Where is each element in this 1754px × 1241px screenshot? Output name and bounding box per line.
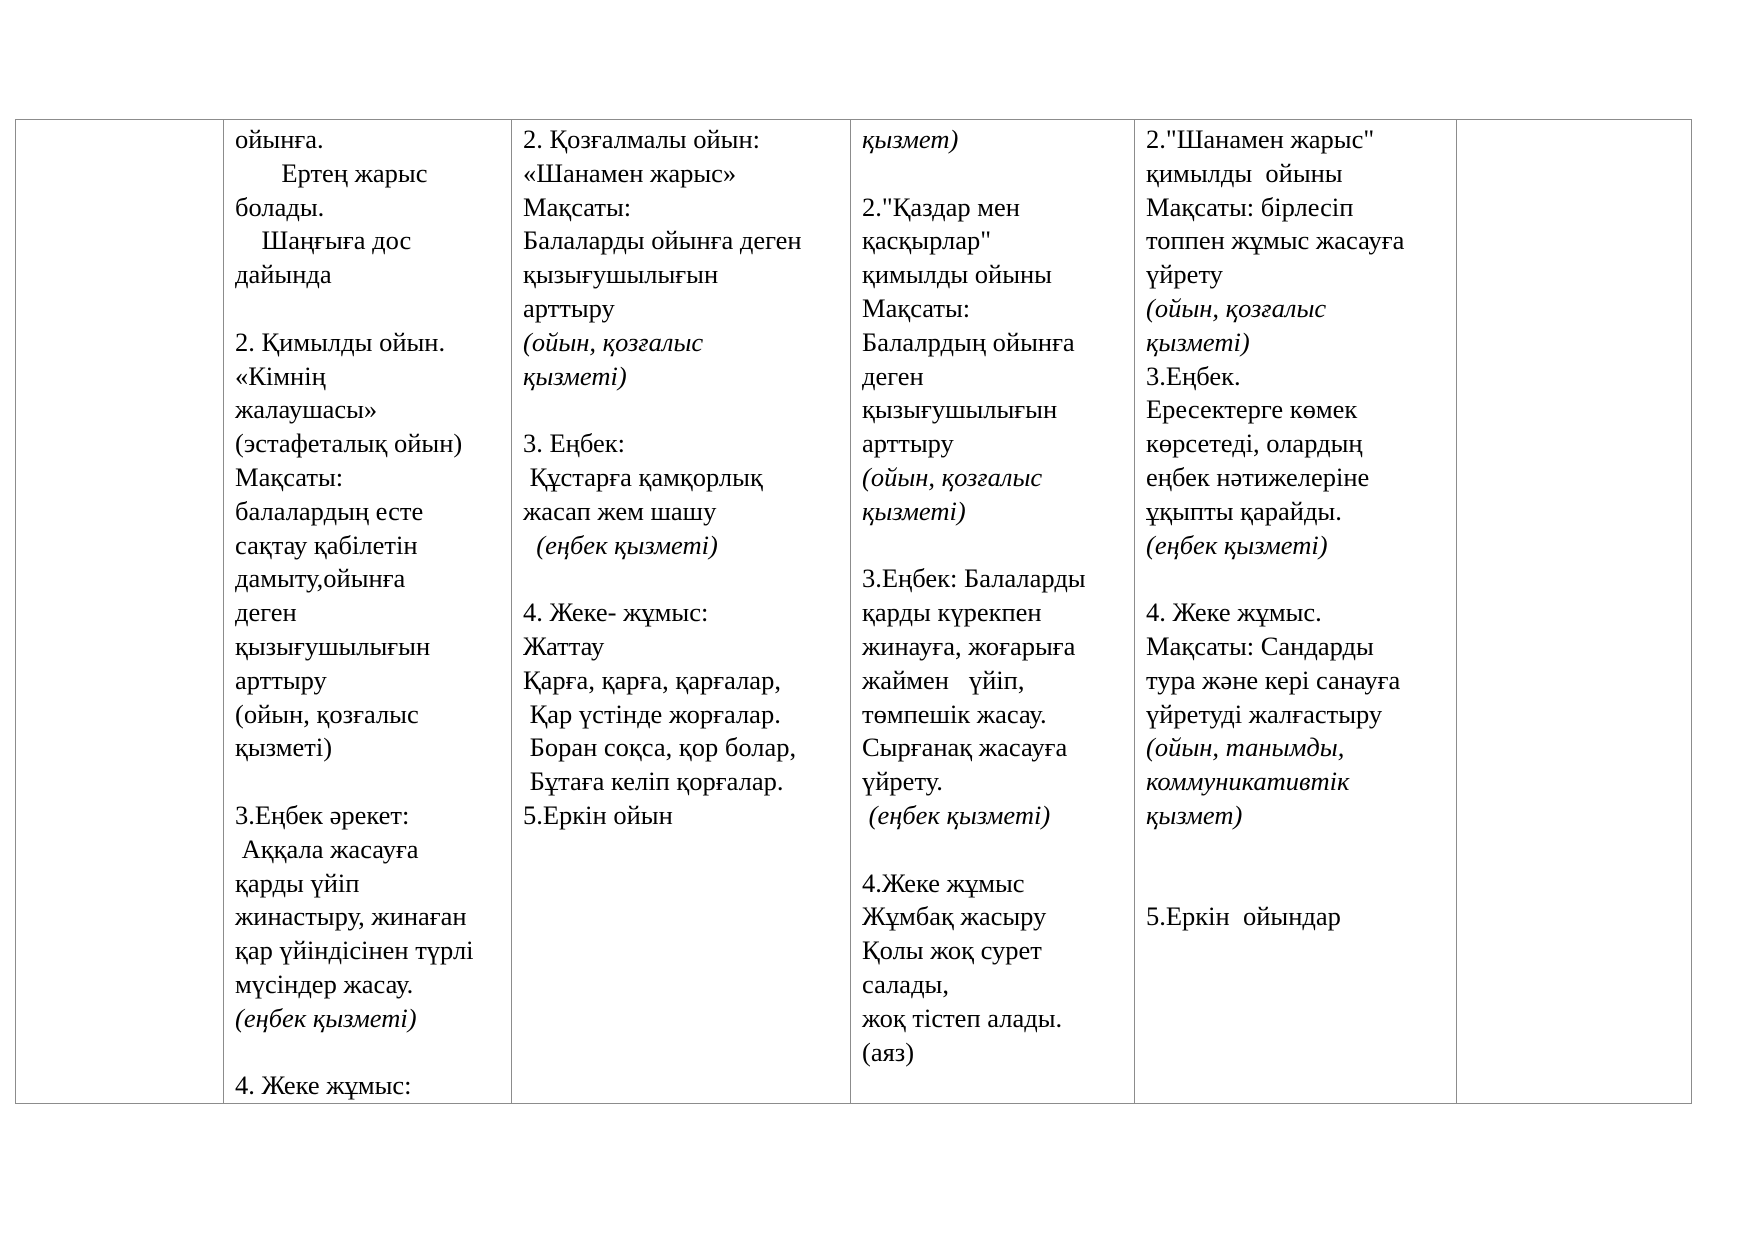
- text-line: салады,: [862, 968, 949, 999]
- text-line: (аяз): [862, 1036, 915, 1067]
- text-line: 2."Шанамен жарыс": [1146, 124, 1375, 154]
- text-line: жинауға, жоғарыға: [862, 630, 1076, 661]
- text-line: қызметі): [235, 732, 333, 763]
- table-cell-col-2: [224, 120, 512, 1104]
- text-line: қызметі): [862, 495, 966, 526]
- text-line: 2."Қаздар мен: [862, 191, 1020, 222]
- blank-line: [523, 562, 844, 596]
- text-line: қызығушылығын: [235, 630, 431, 661]
- blank-line: [235, 292, 505, 326]
- text-line: (еңбек қызметі): [523, 529, 718, 560]
- table-cell-col-4: [851, 120, 1135, 1104]
- text-line: қимылды ойыны: [1146, 157, 1343, 188]
- text-line: қызығушылығын: [862, 394, 1058, 425]
- text-line: жоқ тістеп алады.: [862, 1002, 1063, 1033]
- text-line: болады.: [235, 191, 325, 222]
- text-line: дайында: [235, 259, 332, 290]
- text-line: 3.Еңбек: Балаларды: [862, 563, 1086, 594]
- text-line: көрсетеді, олардың: [1146, 428, 1363, 459]
- text-line: «Кімнің: [235, 360, 326, 391]
- text-line: дамыту,ойынға: [235, 563, 406, 594]
- text-line: топпен жұмыс жасауға: [1146, 225, 1405, 256]
- text-line: жинастыру, жинаған: [235, 901, 467, 932]
- text-line: (ойын, қозғалыс: [1146, 292, 1327, 323]
- text-line: 5.Еркін ойындар: [1146, 901, 1341, 932]
- text-line: қызметі): [523, 360, 627, 391]
- text-line: қызығушылығын: [523, 259, 719, 290]
- text-line: (эстафеталық ойын): [235, 428, 463, 459]
- table-cell-col-1: [16, 120, 224, 1104]
- text-line: деген: [862, 360, 924, 391]
- table-cell-col-5: [1135, 120, 1457, 1104]
- schedule-table: [15, 119, 1692, 1104]
- text-line: Боран соқса, қор болар,: [523, 732, 797, 763]
- text-line: (еңбек қызметі): [862, 799, 1051, 830]
- text-line: 4.Жеке жұмыс: [862, 867, 1025, 898]
- blank-line: [862, 529, 1128, 563]
- text-line: жалаушасы»: [235, 394, 378, 425]
- text-line: жаймен үйіп,: [862, 664, 1025, 695]
- text-line: 5.Еркін ойын: [523, 799, 673, 830]
- text-line: Жұмбақ жасыру: [862, 901, 1047, 932]
- text-line: Қарға, қарға, қарғалар,: [523, 664, 781, 695]
- text-line: тура және кері санауға: [1146, 664, 1401, 695]
- blank-line: [1146, 833, 1450, 867]
- text-line: 3. Еңбек:: [523, 428, 626, 459]
- blank-line: [862, 157, 1128, 191]
- text-line: мүсіндер жасау.: [235, 968, 414, 999]
- text-line: қызмет): [862, 124, 959, 154]
- text-line: арттыру: [523, 292, 615, 323]
- text-line: Сырғанақ жасауға: [862, 732, 1068, 763]
- text-line: үйрету.: [862, 766, 943, 797]
- text-line: Ересектерге көмек: [1146, 394, 1358, 425]
- text-line: Аққала жасауға: [235, 833, 419, 864]
- text-line: 2. Қимылды ойын.: [235, 326, 446, 357]
- text-line: Балалрдың ойынға: [862, 326, 1075, 357]
- text-line: Мақсаты:: [235, 461, 344, 492]
- text-line: қарды күрекпен: [862, 597, 1042, 628]
- blank-line: [523, 393, 844, 427]
- text-line: (еңбек қызметі): [1146, 529, 1328, 560]
- text-line: төмпешік жасау.: [862, 698, 1047, 729]
- text-line: үйрету: [1146, 259, 1223, 290]
- text-line: үйретуді жалғастыру: [1146, 698, 1383, 729]
- text-line: (еңбек қызметі): [235, 1002, 417, 1033]
- table-cell-col-3: [512, 120, 851, 1104]
- text-line: балалардың есте: [235, 495, 424, 526]
- text-line: Құстарға қамқорлық: [523, 461, 763, 492]
- text-line: Ертең жарыс: [235, 157, 428, 188]
- text-line: қызметі): [1146, 326, 1250, 357]
- text-line: қар үйіндісінен түрлі: [235, 935, 474, 966]
- text-line: (ойын, танымды,: [1146, 732, 1345, 763]
- text-line: еңбек нәтижелеріне: [1146, 461, 1370, 492]
- text-line: 3.Еңбек.: [1146, 360, 1241, 391]
- text-line: 4. Жеке жұмыс.: [1146, 597, 1322, 628]
- text-line: Жаттау: [523, 630, 605, 661]
- text-line: Шаңғыға дос: [235, 225, 412, 256]
- text-line: сақтау қабілетін: [235, 529, 418, 560]
- text-line: (ойын, қозғалыс: [235, 698, 419, 729]
- text-line: Мақсаты: бірлесіп: [1146, 191, 1354, 222]
- text-line: 4. Жеке- жұмыс:: [523, 597, 709, 628]
- table-cell-col-6: [1457, 120, 1692, 1104]
- text-line: 4. Жеке жұмыс:: [235, 1070, 412, 1101]
- text-line: Қолы жоқ сурет: [862, 935, 1042, 966]
- text-line: Қар үстінде жорғалар.: [523, 698, 781, 729]
- text-line: Мақсаты:: [523, 191, 632, 222]
- blank-line: [1146, 867, 1450, 901]
- blank-line: [235, 765, 505, 799]
- text-line: арттыру: [235, 664, 327, 695]
- blank-line: [862, 833, 1128, 867]
- blank-line: [1146, 562, 1450, 596]
- text-line: Балаларды ойынға деген: [523, 225, 802, 256]
- text-line: (ойын, қозғалыс: [523, 326, 704, 357]
- text-line: «Шанамен жарыс»: [523, 157, 737, 188]
- text-line: қызмет): [1146, 799, 1243, 830]
- text-line: деген: [235, 597, 297, 628]
- text-line: Мақсаты: Сандарды: [1146, 630, 1374, 661]
- text-line: 3.Еңбек әрекет:: [235, 799, 410, 830]
- text-line: қасқырлар": [862, 225, 992, 256]
- text-line: қарды үйіп: [235, 867, 360, 898]
- text-line: 2. Қозғалмалы ойын:: [523, 124, 760, 154]
- text-line: (ойын, қозғалыс: [862, 461, 1043, 492]
- text-line: қимылды ойыны: [862, 259, 1052, 290]
- text-line: ұқыпты қарайды.: [1146, 495, 1342, 526]
- text-line: Мақсаты:: [862, 292, 971, 323]
- blank-line: [235, 1036, 505, 1070]
- text-line: жасап жем шашу: [523, 495, 717, 526]
- text-line: Бұтаға келіп қорғалар.: [523, 766, 784, 797]
- text-line: арттыру: [862, 428, 954, 459]
- table-row: [16, 120, 1692, 1104]
- text-line: ойынға.: [235, 124, 324, 154]
- text-line: коммуникативтік: [1146, 766, 1350, 797]
